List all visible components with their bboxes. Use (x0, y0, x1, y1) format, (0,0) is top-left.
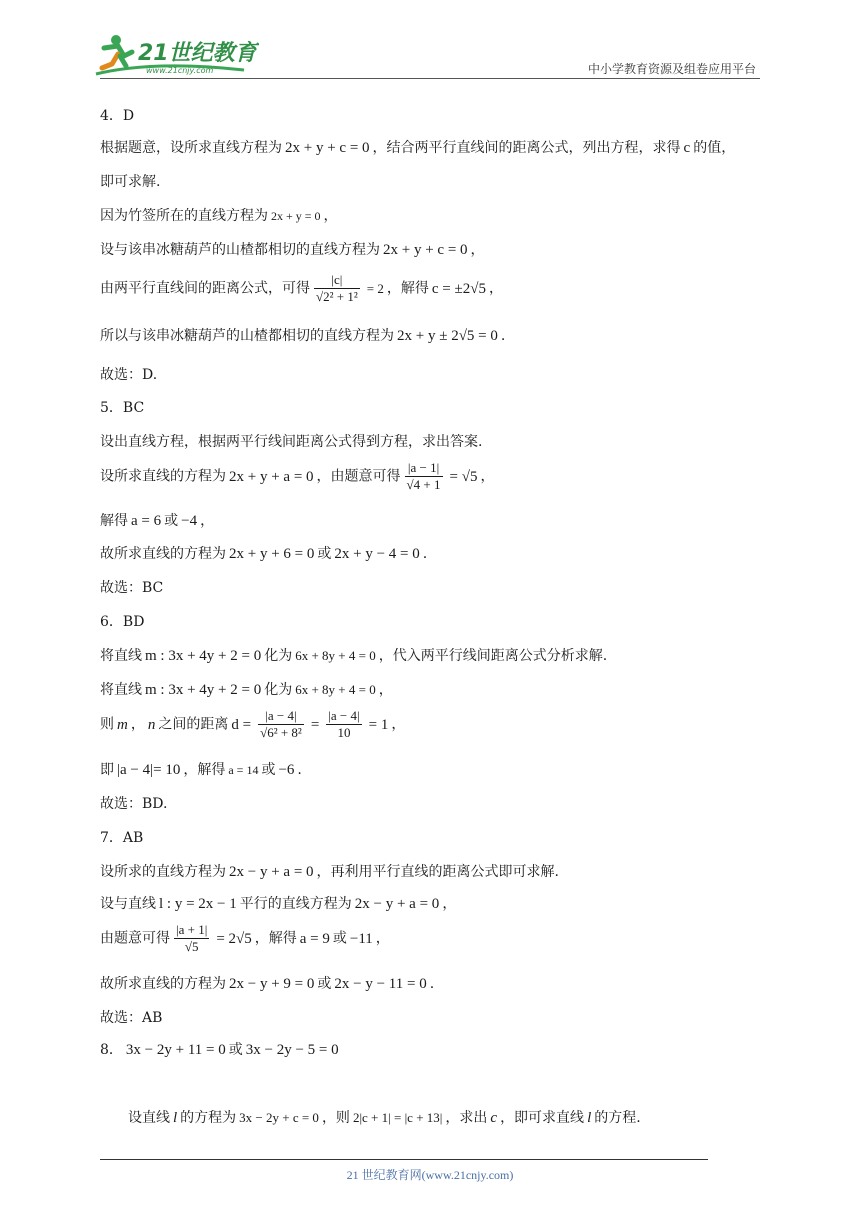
q5-line4: 故所求直线的方程为 2x + y + 6 = 0 或 2x + y − 4 = 0 . (100, 546, 428, 562)
q5-line3: 解得 a = 6 或 −4 ， (100, 513, 215, 529)
q7-line2: 设与直线 l : y = 2x − 1 平行的直线方程为 2x − y + a = 0 ， (100, 896, 457, 912)
site-logo (94, 30, 259, 80)
footer-divider (100, 1159, 708, 1160)
q4-line6: 所以与该串冰糖葫芦的山楂都相切的直线方程为 2x + y ± 2√5 = 0 . (100, 328, 506, 344)
footer-link[interactable]: 21 世纪教育网(www.21cnjy.com) (346, 1168, 514, 1182)
q7-line3: 由题意可得 $\frac{|a + 1|}{√5}$ = 2√5 ，解得 a = 9 或 −11 ， (100, 922, 390, 954)
q6-line1: 将直线 m : 3x + 4y + 2 = 0 化为 6x + 8y + 4 = 0 ，代入两平行线间距离公式分析求解. (100, 648, 608, 664)
distance-fraction-simplified: $\frac{|a - 4|}{10}$ (328, 708, 360, 740)
distance-fraction: $\frac{|a + 1|}{√5}$ (176, 922, 208, 954)
svg-text:www.21cnjy.com: www.21cnjy.com (146, 66, 214, 75)
q5-choice: 故选：BC (100, 580, 164, 596)
q4-line5: 由两平行直线间的距离公式，可得 $\frac{|c|}{\text{√2² + 1²}}$ = 2 ，解得 c = ±2√5 ， (100, 272, 503, 304)
runner-logo-icon (94, 30, 259, 80)
q8-answer: 8． 3x − 2y + 11 = 0 或 3x − 2y − 5 = 0 (100, 1042, 339, 1058)
q6-answer: 6．BD (100, 614, 145, 630)
q7-line4: 故所求直线的方程为 2x − y + 9 = 0 或 2x − y − 11 = 0 . (100, 976, 435, 992)
q6-choice: 故选：BD. (100, 796, 168, 812)
distance-fraction: $\frac{|a - 4|}{\text{√6² + 8²}}$ (260, 708, 302, 740)
platform-title: 中小学教育资源及组卷应用平台 (587, 62, 756, 76)
q4-line2: 即可求解. (100, 174, 161, 190)
q7-line1: 设所求的直线方程为 2x − y + a = 0 ，再利用平行直线的距离公式即可求解. (100, 864, 559, 880)
q6-line3: 则 m ， n 之间的距离 d = $\frac{|a - 4|}{\text{√6² + 8²}}$ = $\frac{|a - 4|}{10}$ = 1 ， (100, 708, 406, 740)
q7-answer: 7．AB (100, 830, 144, 846)
q8-line1: 设直线 l 的方程为 3x − 2y + c = 0 ，则 2|c + 1| = |c + 13| ，求出 c ，即可求直线 l 的方程. (128, 1110, 641, 1126)
q4-line3: 因为竹签所在的直线方程为 2x + y = 0 ， (100, 208, 338, 224)
distance-fraction: $\frac{|a - 1|}{√4 + 1}$ (406, 460, 441, 492)
distance-fraction: $\frac{|c|}{\text{√2² + 1²}}$ (316, 272, 358, 304)
q4-answer: 4．D (100, 108, 135, 124)
q4-line4: 设与该串冰糖葫芦的山楂都相切的直线方程为 2x + y + c = 0 ， (100, 242, 485, 258)
q5-line1: 设出直线方程，根据两平行线间距离公式得到方程，求出答案. (100, 434, 483, 450)
q6-line4: 即 |a − 4|= 10 ，解得 a = 14 或 −6 . (100, 762, 302, 778)
q6-line2: 将直线 m : 3x + 4y + 2 = 0 化为 6x + 8y + 4 = 0 ， (100, 682, 393, 698)
svg-text:21世纪教育: 21世纪教育 (138, 41, 257, 66)
q4-choice: 故选：D. (100, 367, 158, 383)
q4-line1: 根据题意，设所求直线方程为 2x + y + c = 0 ，结合两平行直线间的距离公式，列出方程，求得 c 的值， (100, 140, 736, 156)
header-divider (100, 78, 760, 79)
q5-answer: 5．BC (100, 400, 145, 416)
q7-choice: 故选：AB (100, 1010, 163, 1026)
q5-line2: 设所求直线的方程为 2x + y + a = 0 ，由题意可得 $\frac{|a - 1|}{√4 + 1}$ = √5 ， (100, 460, 495, 492)
